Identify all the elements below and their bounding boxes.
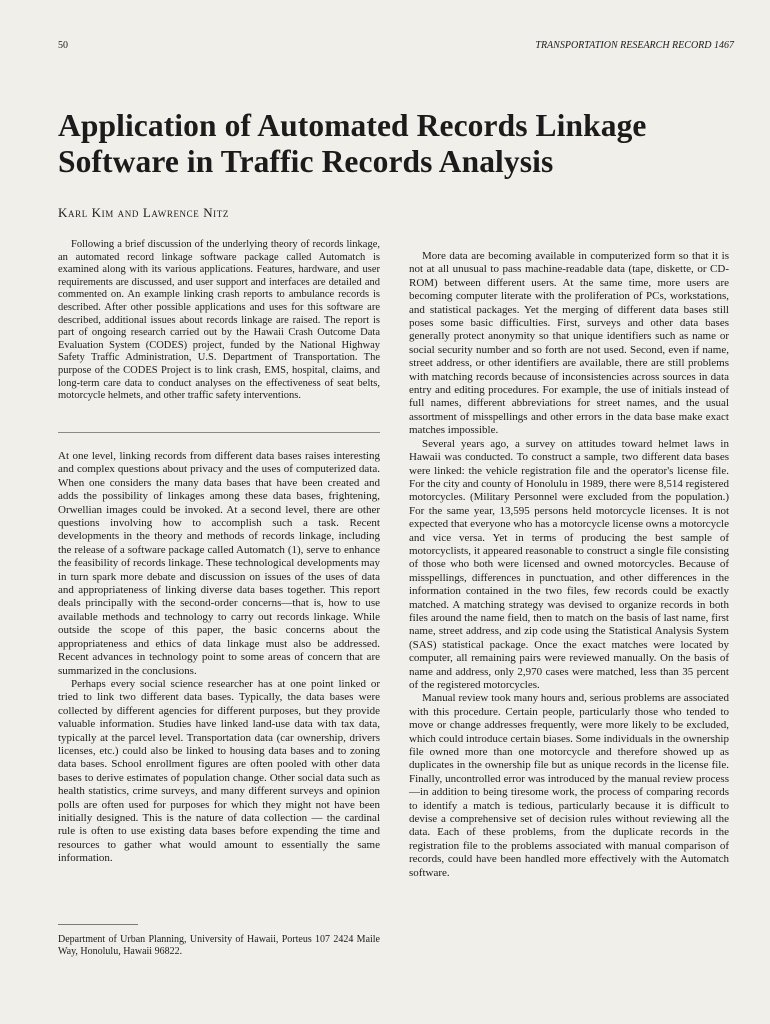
right-column (409, 250, 729, 880)
running-header (58, 40, 734, 54)
authors: Karl Kim and Lawrence Nitz (58, 205, 229, 220)
page-number: 50 (58, 40, 68, 51)
body-paragraph: More data are becoming available in computerized form so that it is not at all unusual to pass machine-readable data (tape, diskette, or CD-ROM) between different users. At the same time, more users are becoming computer literate with the proliferation of PCs, workstations, and statistical packages. Yet the merging of different data bases still poses some basic difficulties. First, surveys and other data bases generally protect anonymity so that unique identifiers such as name or social security number and so forth are not used. Second, even if name, street address, or other identifiers are available, there are still problems with matching records because of inconsistencies across sources in data entry and editing procedures. For example, the use of initials instead of full names, different abbreviations for street names, and the usual assortment of misspellings and other errors in the data base make exact matches impossible. (409, 250, 729, 437)
journal-name: TRANSPORTATION RESEARCH RECORD 1467 (535, 40, 734, 51)
body-paragraph: Manual review took many hours and, serious problems are associated with this procedure. Certain people, particularly those who tended to move or change addresses frequently, were more likely to be excluded, which could introduce certain biases. Some individuals in the ownership file owned more than one motorcycle and therefore showed up as duplicates in the ownership file but as unique records in the license file. Finally, uncontrolled error was introduced by the manual review process—in addition to being tiresome work, the process of comparing records to identify a match is tedious, particularly because it is difficult to devise a comprehensive set of decision rules without reviewing all the data. Each of these problems, from the duplicate records in the registration file to the problems associated with manual comparison of records, could have been handled more effectively with the Automatch software. (409, 692, 729, 879)
abstract: Following a brief discussion of the underlying theory of records linkage, an automated record linkage software package called Automatch is examined along with its various applications. Features, hardware, and user requirements are discussed, and user support and interfaces are detailed and commented on. An example linking crash reports to ambulance records is described. After other possible applications and uses for this software are described, additional issues about records linkage are raised. The report is part of ongoing research carried out by the Hawaii Crash Outcome Data Evaluation System (CODES) project, funded by the National Highway Safety Traffic Administration, U.S. Department of Transportation. The purpose of the CODES Project is to link crash, EMS, hospital, claims, and long-term care data to conduct analyses on the effectiveness of seat belts, motorcycle helmets, and other traffic safety interventions. (58, 239, 380, 402)
body-paragraph: Several years ago, a survey on attitudes toward helmet laws in Hawaii was conducted. To construct a sample, two different data bases were linked: the vehicle registration file and the operator's license file. For the city and county of Honolulu in 1989, there were 8,514 registered motorcycles. (Military Personnel were excluded from the population.) For the same year, 13,595 persons held motorcycle licenses. It is not expected that everyone who has a motorcycle license owns a motorcycle and vice versa. Yet in terms of producing the best sample of motorcyclists, it appeared reasonable to construct a single file consisting of those who both were licensed and owned motorcycles. Because of misspellings, differences in punctuation, and other differences in the information contained in the two files, few records could be exactly matched. A matching strategy was devised to organize records in both files around the name field, then to match on the basis of last name, first name, street address, and zip code using the Statistical Analysis System (SAS) statistical package. Once the exact matches were located by computer, all remaining pairs were reviewed manually. On the basis of name and address, only 2,970 cases were matched, less than 35 percent of the registered motorcycles. (409, 437, 729, 691)
author-affiliation: Department of Urban Planning, University of Hawaii, Porteus 107 2424 Maile Way, Honolulu, Hawaii 96822. (58, 934, 380, 957)
paper-title: Application of Automated Records Linkage Software in Traffic Records Analysis (58, 108, 647, 179)
abstract-divider (58, 432, 380, 433)
left-column (58, 450, 380, 866)
body-paragraph: Perhaps every social science researcher has at one point linked or tried to link two different data bases. Typically, the data bases were collected by different agencies for different purposes, but they provide valuable information. Studies have linked land-use data with tax data, typically at the parcel level. Transportation data (car ownership, drivers licenses, etc.) could also be linked to housing data bases and to zoning data bases. School enrollment figures are often pooled with other data bases to derive estimates of population change. Other social data such as health statistics, crime surveys, and many different surveys and opinion polls are often used for purposes for which they might not have been initially designed. This is the nature of data collection — the cardinal rule is often to use existing data bases before expending the time and resources to gather what would amount to essentially the same information. (58, 677, 380, 865)
body-paragraph: At one level, linking records from different data bases raises interesting and complex questions about privacy and the uses of computerized data. When one considers the many data bases that have been created and adds the possibility of linkages among these data bases, frightening, Orwellian images could be invoked. At a second level, there are other questions involving how to accomplish such a task. Recent developments in the theory and methods of records linkage, including the release of a software package called Automatch (1), serve to enhance the feasibility of records linkage. These technological developments may in turn spark more debate and discussion on issues of the uses of data and appropriateness of linking diverse data bases together. This report deals principally with the second-order concerns—that is, how to use available methods and technology to carry out records linkage. While outside the scope of this paper, the basic concerns about the appropriateness and ethics of data linkage must also be addressed. Recent advances in technology point to some areas of concern that are summarized in the conclusions. (58, 450, 380, 677)
footnote-divider (58, 924, 138, 925)
